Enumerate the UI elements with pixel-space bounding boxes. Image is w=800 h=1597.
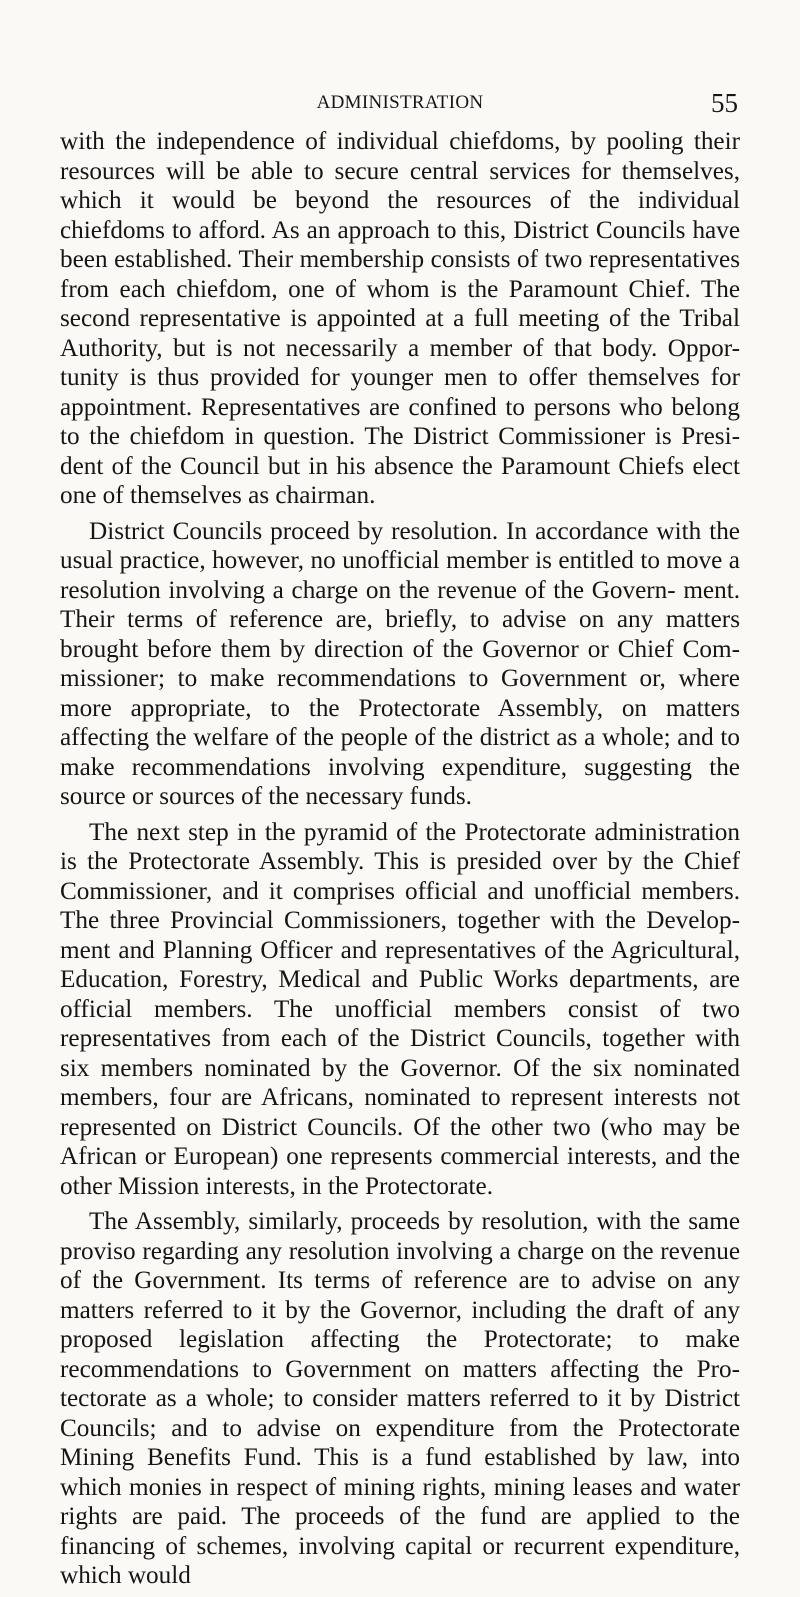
paragraph-assembly-procedure: The Assembly, similarly, proceeds by resolution, with the same proviso regarding any resolution involving a charge on the revenue of the Government. Its terms of reference are to advise on any matters referred to it by the Governor, including the draft of any proposed legislation affecting the Protectorate; to make recommendations to Government on matters affecting the Pro- tectorate as a whole; to consider matters referred to it by District Councils; and to advise on expenditure from the Protectorate Mining Benefits Fund. This is a fund established by law, into which monies in respect of mining rights, mining leases and water rights are paid. The proceeds of the fund are applied to the financing of schemes, involving capital or recurrent expenditure, which would <box>60 1208 740 1589</box>
running-title: ADMINISTRATION <box>316 92 484 113</box>
paragraph-district-councils-procedure: District Councils proceed by resolution. In accordance with the usual practice, however, no unofficial member is entitled to move a resolution involving a charge on the revenue of the Govern- ment. Their terms of reference are, briefly, to advise on any matters brought before them by direction of the Governor or Chief Com- missioner; to make recommendations to Government or, where more appropriate, to the Protectorate Assembly, on matters affecting the welfare of the people of the district as a whole; and to make recommendations involving expenditure, suggesting the source or sources of the necessary funds. <box>60 517 740 810</box>
body-text <box>60 127 740 1597</box>
running-head <box>60 88 740 118</box>
paragraph-district-councils-intro: with the independence of individual chiefdoms, by pooling their resources will be able to secure central services for themselves, which it would be beyond the resources of the individual chiefdoms to afford. As an approach to this, District Councils have been established. Their membership consists of two representatives from each chiefdom, one of whom is the Paramount Chief. The second representative is appointed at a full meeting of the Tribal Authority, but is not necessarily a member of that body. Oppor- tunity is thus provided for younger men to offer themselves for appointment. Representatives are confined to persons who belong to the chiefdom in question. The District Commissioner is Presi- dent of the Council but in his absence the Paramount Chiefs elect one of themselves as chairman. <box>60 128 740 509</box>
paragraph-protectorate-assembly: The next step in the pyramid of the Protectorate administration is the Protectorate Assembly. This is presided over by the Chief Commissioner, and it comprises official and unofficial members. The three Provincial Commissioners, together with the Develop- ment and Planning Officer and representatives of the Agricultural, Education, Forestry, Medical and Public Works departments, are official members. The unofficial members consist of two representatives from each of the District Councils, together with six members nominated by the Governor. Of the six nominated members, four are Africans, nominated to represent interests not represented on District Councils. Of the other two (who may be African or European) one represents commercial interests, and the other Mission interests, in the Protectorate. <box>60 818 740 1200</box>
page-number: 55 <box>711 88 738 118</box>
